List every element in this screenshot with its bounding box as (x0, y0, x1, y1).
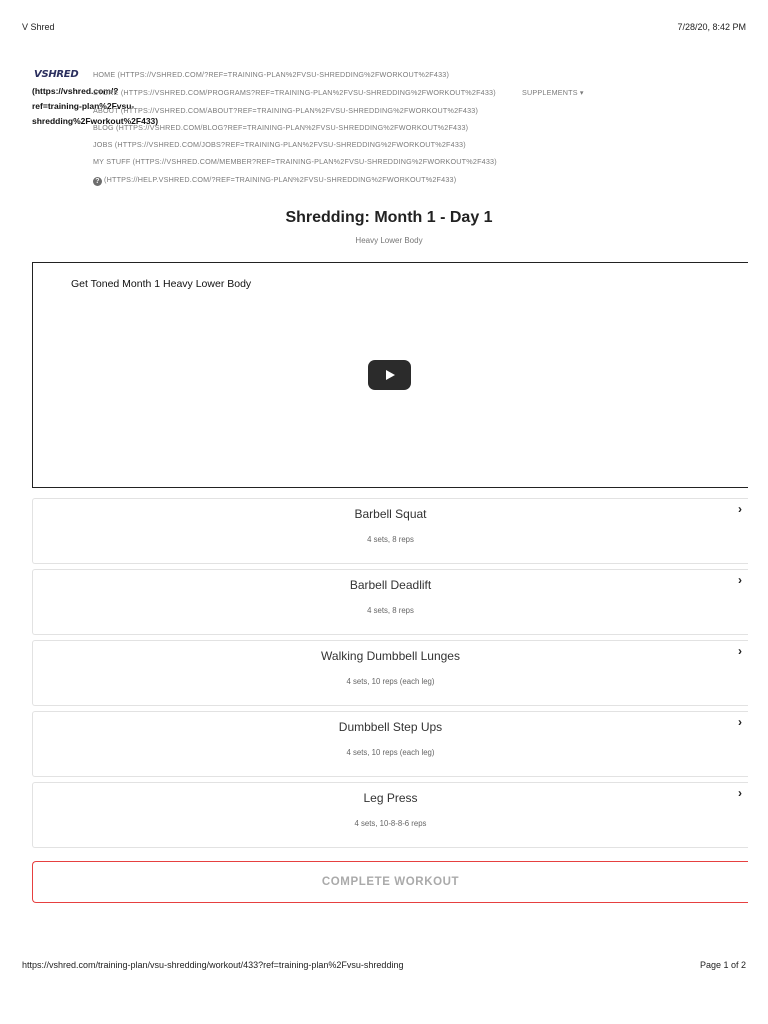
page-subtitle: Heavy Lower Body (355, 236, 423, 245)
video-player[interactable] (32, 262, 748, 488)
chevron-right-icon: › (738, 715, 742, 729)
exercise-name: Leg Press (363, 791, 418, 805)
exercise-detail: 4 sets, 10 reps (each leg) (346, 677, 435, 686)
question-circle-icon: ? (93, 177, 102, 186)
exercise-detail: 4 sets, 8 reps (367, 535, 414, 544)
exercise-card[interactable] (32, 569, 748, 635)
exercise-card[interactable] (32, 640, 748, 706)
logo-link[interactable]: (https://vshred.com/?ref=training-plan%2Fvsu-shredding%2Fworkout%2F433) (32, 86, 159, 127)
nav-jobs[interactable]: JOBS (HTTPS://VSHRED.COM/JOBS?REF=TRAINING-PLAN%2FVSU-SHREDDING%2FWORKOUT%2F433) (93, 140, 466, 149)
nav-blog[interactable]: BLOG (HTTPS://VSHRED.COM/BLOG?REF=TRAINING-PLAN%2FVSU-SHREDDING%2FWORKOUT%2F433) (93, 123, 469, 132)
chevron-right-icon: › (738, 786, 742, 800)
print-url: https://vshred.com/training-plan/vsu-shredding/workout/433?ref=training-plan%2Fvsu-shredding (22, 960, 404, 970)
exercise-detail: 4 sets, 10 reps (each leg) (346, 748, 435, 757)
nav-about[interactable]: ABOUT (HTTPS://VSHRED.COM/ABOUT?REF=TRAINING-PLAN%2FVSU-SHREDDING%2FWORKOUT%2F433) (93, 106, 479, 115)
nav-supplements[interactable]: SUPPLEMENTS ▾ (522, 88, 584, 97)
exercise-name: Dumbbell Step Ups (338, 720, 443, 734)
exercise-detail: 4 sets, 10-8-8-6 reps (354, 819, 427, 828)
exercise-name: Barbell Squat (354, 507, 427, 521)
print-footer (22, 960, 746, 970)
print-header (22, 22, 746, 32)
chevron-right-icon: › (738, 502, 742, 516)
vshred-logo[interactable]: VSHRED (34, 69, 79, 80)
chevron-right-icon: › (738, 573, 742, 587)
nav-help[interactable] (93, 175, 456, 186)
print-site-name: V Shred (22, 22, 55, 32)
print-datetime: 7/28/20, 8:42 PM (677, 22, 746, 32)
exercise-card[interactable] (32, 782, 748, 848)
page-title: Shredding: Month 1 - Day 1 (285, 209, 493, 226)
complete-workout-button[interactable]: COMPLETE WORKOUT (32, 861, 748, 903)
exercise-name: Barbell Deadlift (349, 578, 432, 592)
nav-store[interactable]: STORE (HTTPS://VSHRED.COM/PROGRAMS?REF=TRAINING-PLAN%2FVSU-SHREDDING%2FWORKOUT%2F433) (93, 88, 496, 97)
play-icon[interactable] (368, 360, 411, 390)
exercise-card[interactable] (32, 711, 748, 777)
exercise-detail: 4 sets, 8 reps (367, 606, 414, 615)
video-title[interactable]: Get Toned Month 1 Heavy Lower Body (71, 278, 252, 290)
nav-home[interactable]: HOME (HTTPS://VSHRED.COM/?REF=TRAINING-PLAN%2FVSU-SHREDDING%2FWORKOUT%2F433) (93, 70, 450, 79)
exercise-card[interactable] (32, 498, 748, 564)
exercise-name: Walking Dumbbell Lunges (321, 649, 460, 663)
nav-my-stuff[interactable]: MY STUFF (HTTPS://VSHRED.COM/MEMBER?REF=TRAINING-PLAN%2FVSU-SHREDDING%2FWORKOUT%2F433) (93, 157, 497, 166)
nav-help-label: (HTTPS://HELP.VSHRED.COM/?REF=TRAINING-PLAN%2FVSU-SHREDDING%2FWORKOUT%2F433) (104, 175, 457, 184)
chevron-right-icon: › (738, 644, 742, 658)
print-page-number: Page 1 of 2 (699, 960, 746, 970)
